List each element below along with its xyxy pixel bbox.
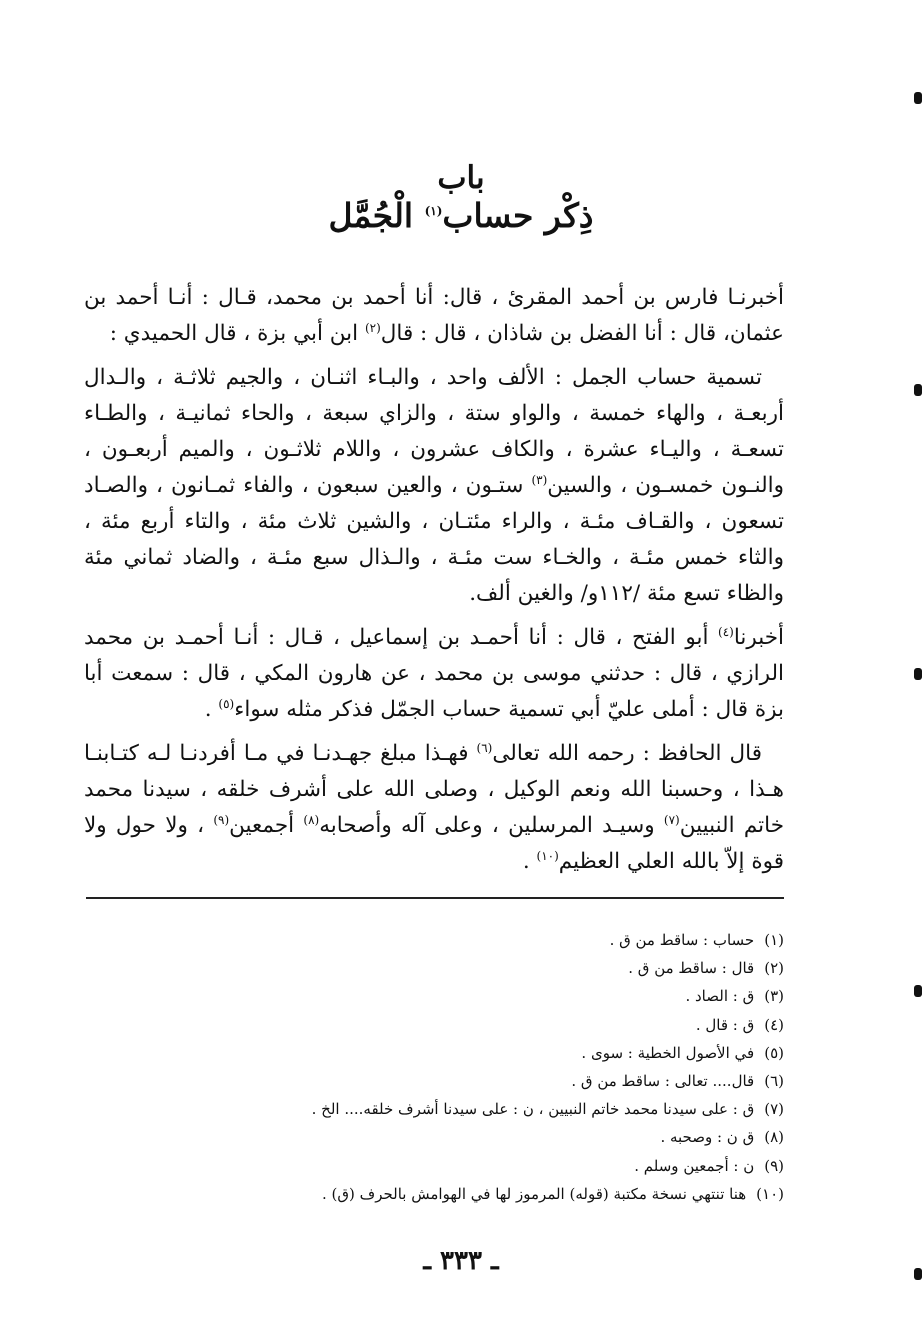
footnote-number: (١): [764, 931, 784, 949]
footnote-text: ن : أجمعين وسلم .: [634, 1156, 755, 1175]
footnote-ref: (٥): [218, 696, 235, 711]
footnote-ref: (٢): [364, 320, 381, 335]
paragraph: [84, 620, 784, 728]
paragraph-text: فهـذا مبلغ جهـدنـا في مـا أفردنـا لـه كتـابنـا هـذا ، وحسبنا الله ونعم الوكيل ، وصلى الله على أشرف خلقه ، سيدنا محمد خاتم النبيين: [84, 741, 784, 838]
paragraph-text: ستـون ، والعين سبعون ، والفاء ثمـانون ، والصـاد تسعون ، والقـاف مئـة ، والراء مئتـان ، والشين ثلاث مئة ، والتاء أربع مئة ، والثاء خمس مئـة ، والخـاء ست مئـة ، والـذال سبع مئـة ، والضاد ثماني مئة والظاء تسع مئة /١١٢و/ والغين ألف.: [84, 473, 784, 606]
page-number: ـ ٣٣٣ ـ: [423, 1246, 499, 1276]
edge-mark: [914, 92, 922, 104]
paragraph-text: قال الحافظ : رحمه الله تعالى: [492, 741, 762, 766]
footnote: [200, 1039, 784, 1067]
footnote-ref: (٣): [531, 472, 548, 487]
paragraph: [84, 280, 784, 352]
paragraph-text: ابن أبي بزة ، قال الحميدي :: [109, 321, 365, 346]
footnote-ref: (٦): [476, 740, 493, 755]
footnote-text: ق ن : وصحبه .: [660, 1128, 755, 1147]
footnote-ref: (٤): [718, 624, 734, 639]
footnote-text: ق : قال .: [695, 1015, 755, 1034]
footnote-number: (٧): [764, 1100, 784, 1119]
footnote-ref: (٩): [213, 812, 230, 827]
paragraph-text: تسمية حساب الجمل : الألف واحد ، والبـاء اثنـان ، والجيم ثلاثـة ، والـدال أربعـة ، والهاء خمسة ، والواو ستة ، والزاي سبعة ، والحاء ثمانيـة ، والطـاء تسعـة ، واليـاء عشرة ، والكاف عشرون ، واللام ثلاثـون ، والميم أربعـون ، والنـون خمسـون ، والسين: [84, 365, 784, 498]
footnote-text: قال : ساقط من ق .: [628, 959, 755, 978]
chapter-title: [0, 196, 922, 235]
footnote-number: (٤): [764, 1015, 784, 1034]
footnote-text: قال.... تعالى : ساقط من ق .: [571, 1072, 755, 1091]
footnotes-list: [200, 926, 784, 1208]
footnote: [200, 1180, 784, 1208]
footnote-text: في الأصول الخطية : سوى .: [581, 1043, 755, 1062]
footnote-divider: [86, 897, 784, 899]
footnote: [200, 954, 784, 982]
footnote: [200, 1152, 784, 1180]
footnote-number: (٣): [764, 987, 784, 1006]
paragraph-text: أخبرنـا فارس بن أحمد المقرئ ، قال: أنا أحمد بن محمد، قـال : أنـا أحمد بن عثمان، قال : أنا الفضل بن شاذان ، قال : قال: [84, 285, 784, 346]
footnote-ref: (١): [424, 204, 443, 218]
paragraph: [84, 736, 784, 880]
paragraph-text: وسيـد المرسلين ، وعلى آله وأصحابه: [319, 813, 664, 838]
footnote-number: (٨): [764, 1128, 784, 1147]
paragraph-text: .: [522, 849, 537, 874]
chapter-title-end: الْجُمَّل: [328, 196, 425, 235]
edge-mark: [914, 384, 922, 396]
footnote: [200, 1011, 784, 1039]
paragraph-text: أجمعين: [229, 813, 304, 838]
paragraph-text: أخبرنا: [733, 625, 784, 650]
chapter-label: باب: [437, 160, 485, 196]
chapter-title-main: ذِكْر حساب: [442, 196, 594, 235]
footnote: [200, 1123, 784, 1151]
footnote-text: ق : على سيدنا محمد خاتم النبيين ، ن : على سيدنا أشرف خلقه.... الخ .: [311, 1100, 755, 1119]
footnote-number: (٩): [764, 1156, 784, 1175]
edge-mark: [914, 985, 922, 997]
paragraph: [84, 360, 784, 612]
footnote: [200, 1095, 784, 1123]
footnote-ref: (٧): [663, 812, 680, 827]
footnote-number: (٢): [764, 959, 784, 978]
paragraph-text: ، ولا حول ولا قوة إلاّ بالله العلي العظيم: [84, 813, 784, 874]
paragraph-text: .: [204, 697, 219, 722]
body-text: [84, 280, 784, 888]
footnote-text: هنا تنتهي نسخة مكتبة (قوله) المرموز لها في الهوامش بالحرف (ق) .: [322, 1184, 747, 1203]
footnote-number: (٥): [764, 1043, 784, 1062]
footnote-number: (١٠): [756, 1184, 784, 1203]
paragraph-text: أبو الفتح ، قال : أنا أحمـد بن إسماعيل ، قـال : أنـا أحمـد بن محمد الرازي ، قال : حدثني موسى بن محمد ، عن هارون المكي ، قال : سمعت أبا بزة قال : أملى عليّ أبي تسمية حساب الجمّل فذكر مثله سواء: [84, 625, 784, 722]
edge-mark: [914, 668, 922, 680]
footnote-number: (٦): [764, 1072, 784, 1091]
footnote: [200, 926, 784, 954]
footnote-text: حساب : ساقط من ق .: [609, 931, 755, 949]
footnote-text: ق : الصاد .: [685, 987, 755, 1006]
footnote-ref: (١٠): [536, 848, 559, 863]
footnote: [200, 1067, 784, 1095]
footnote-ref: (٨): [303, 812, 320, 827]
footnote: [200, 982, 784, 1010]
